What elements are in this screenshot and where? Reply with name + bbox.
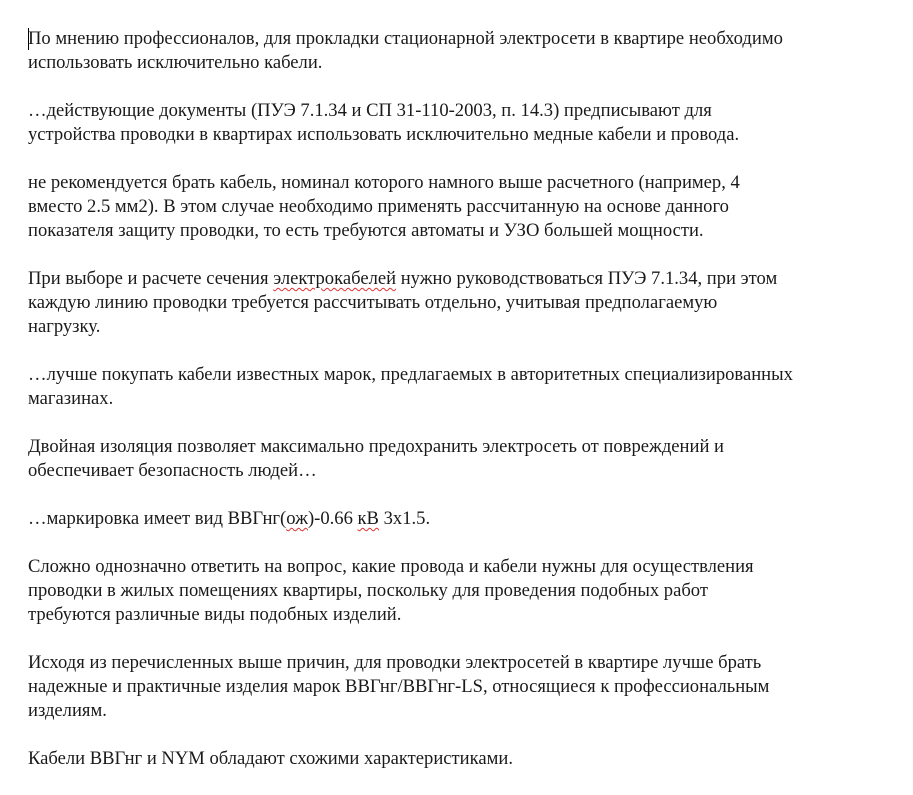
- paragraph-text: При выборе и расчете сечения: [28, 268, 274, 289]
- document-body[interactable]: [28, 27, 898, 795]
- paragraph[interactable]: [28, 507, 898, 531]
- paragraph-text: )-0.66: [307, 508, 358, 529]
- paragraph-text: 3х1.5.: [378, 508, 431, 529]
- paragraph-text: …маркировка имеет вид ВВГнг(: [28, 508, 287, 529]
- paragraph[interactable]: …действующие документы (ПУЭ 7.1.34 и СП 31-110-2003, п. 14.3) предписывают для устройства проводки в квартирах использовать исключительно медные кабели и провода.: [28, 100, 740, 145]
- paragraph[interactable]: Кабели ВВГнг и NYM обладают схожими характеристиками.: [28, 748, 513, 769]
- spellcheck-flagged-word[interactable]: ож: [286, 508, 308, 529]
- paragraph-text: нужно руководствоваться ПУЭ 7.1.34, при этом каждую линию проводки требуется рассчитывать отдельно, учитывая предполагаемую нагрузку.: [28, 268, 778, 337]
- paragraph[interactable]: По мнению профессионалов, для прокладки стационарной электросети в квартире необходимо использовать исключительно кабели.: [28, 28, 783, 73]
- paragraph[interactable]: [28, 267, 898, 339]
- paragraph[interactable]: Сложно однозначно ответить на вопрос, какие провода и кабели нужны для осуществления проводки в жилых помещениях квартиры, поскольку для проведения подобных работ требуются различные виды подобных изделий.: [28, 556, 754, 625]
- spellcheck-flagged-word[interactable]: кВ: [357, 508, 379, 529]
- paragraph[interactable]: …лучше покупать кабели известных марок, предлагаемых в авторитетных специализированных магазинах.: [28, 364, 793, 409]
- paragraph[interactable]: Исходя из перечисленных выше причин, для проводки электросетей в квартире лучше брать надежные и практичные изделия марок ВВГнг/ВВГнг-LS, относящиеся к профессиональным изделиям.: [28, 652, 770, 721]
- spellcheck-flagged-word[interactable]: электрокабелей: [273, 268, 397, 289]
- paragraph[interactable]: Двойная изоляция позволяет максимально предохранить электросеть от повреждений и обеспечивает безопасность людей…: [28, 436, 725, 481]
- paragraph[interactable]: не рекомендуется брать кабель, номинал которого намного выше расчетного (например, 4 вместо 2.5 мм2). В этом случае необходимо применять рассчитанную на основе данного показателя защиту проводки, то есть требуются автоматы и УЗО большей мощности.: [28, 172, 740, 241]
